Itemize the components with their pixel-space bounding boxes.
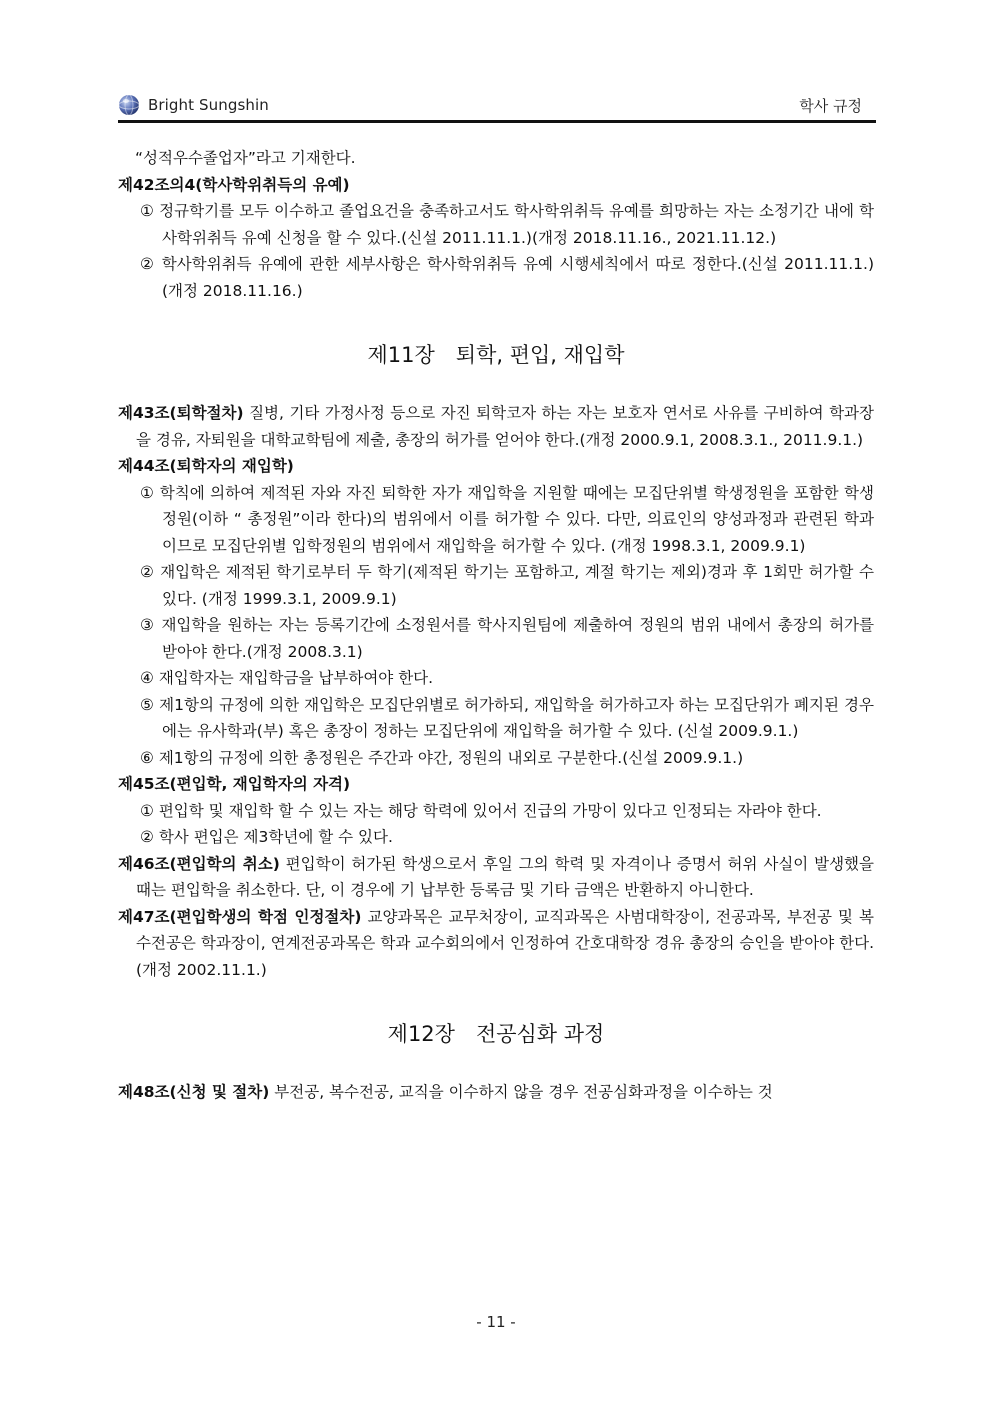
article-47-title: 제47조(편입학생의 학점 인정절차) xyxy=(118,907,362,926)
article-43-body: 질병, 기타 가정사정 등으로 자진 퇴학코자 하는 자는 보호자 연서로 사유를 구비하여 학과장을 경유, 자퇴원을 대학교학팀에 제출, 총장의 허가를 얻어야 한다.(개정 2000.9.1, 2008.3.1., 2011.9.1.) xyxy=(136,404,874,449)
article-45-item-2: ② 학사 편입은 제3학년에 할 수 있다. xyxy=(140,828,393,846)
article-44-title: 제44조(퇴학자의 재입학) xyxy=(118,457,294,475)
brand-logo xyxy=(118,94,269,116)
page-header xyxy=(118,92,876,123)
article-44-item-3: ③ 재입학을 원하는 자는 등록기간에 소정원서를 학사지원팀에 제출하여 정원의 범위 내에서 총장의 허가를 받아야 한다.(개정 2008.3.1) xyxy=(140,616,874,661)
page-number: - 11 - xyxy=(476,1313,516,1331)
page-content xyxy=(118,145,874,1106)
continued-text: “성적우수졸업자”라고 기재한다. xyxy=(135,149,356,167)
article-43-title: 제43조(퇴학절차) xyxy=(118,404,244,422)
article-45-item-1: ① 편입학 및 재입학 할 수 있는 자는 해당 학력에 있어서 진급의 가망이 있다고 인정되는 자라야 한다. xyxy=(140,801,822,820)
article-48-title: 제48조(신청 및 절차) xyxy=(118,1083,270,1101)
brand-name: Bright Sungshin xyxy=(148,96,269,114)
article-47-body: 교양과목은 교무처장이, 교직과목은 사범대학장이, 전공과목, 부전공 및 복수전공은 학과장이, 연계전공과목은 학과 교수회의에서 인정하여 간호대학장 경유 총장의 승인을 받아야 한다.(개정 2002.11.1.) xyxy=(136,907,874,979)
article-44-item-6: ⑥ 제1항의 규정에 의한 총정원은 주간과 야간, 정원의 내외로 구분한다.(신설 2009.9.1.) xyxy=(140,748,744,767)
article-48-body: 부전공, 복수전공, 교직을 이수하지 않을 경우 전공심화과정을 이수하는 것 xyxy=(269,1083,773,1101)
article-42-4-item-2: ② 학사학위취득 유예에 관한 세부사항은 학사학위취득 유예 시행세칙에서 따로 정한다.(신설 2011.11.1.)(개정 2018.11.16.) xyxy=(140,255,874,300)
article-42-4-item-1: ① 정규학기를 모두 이수하고 졸업요건을 충족하고서도 학사학위취득 유예를 희망하는 자는 소정기간 내에 학사학위취득 유예 신청을 할 수 있다.(신설 2011.11.1.)(개정 2018.11.16., 2021.11.12.) xyxy=(140,202,874,247)
article-45-title: 제45조(편입학, 재입학자의 자격) xyxy=(118,775,351,793)
article-44-item-2: ② 재입학은 제적된 학기로부터 두 학기(제적된 학기는 포함하고, 계절 학기는 제외)경과 후 1회만 허가할 수 있다. (개정 1999.3.1, 2009.9.1) xyxy=(140,563,874,608)
document-title: 학사 규정 xyxy=(799,97,862,115)
article-48 xyxy=(118,1079,874,1106)
article-46 xyxy=(118,851,874,904)
chapter-12-heading: 제12장 전공심화 과정 xyxy=(387,1022,605,1046)
article-43 xyxy=(118,400,874,453)
globe-logo-icon xyxy=(118,94,140,116)
article-46-body: 편입학이 허가된 학생으로서 후일 그의 학력 및 자격이나 증명서 허위 사실이 발생했을 때는 편입학을 취소한다. 단, 이 경우에 기 납부한 등록금 및 기타 금액은 반환하지 아니한다. xyxy=(136,854,875,899)
article-44-item-5: ⑤ 제1항의 규정에 의한 재입학은 모집단위별로 허가하되, 재입학을 허가하고자 하는 모집단위가 폐지된 경우에는 유사학과(부) 혹은 총장이 정하는 모집단위에 재입학을 허가할 수 있다. (신설 2009.9.1.) xyxy=(140,695,874,740)
article-47 xyxy=(118,904,874,984)
article-46-title: 제46조(편입학의 취소) xyxy=(118,854,280,873)
article-42-4-title: 제42조의4(학사학위취득의 유예) xyxy=(118,175,350,194)
chapter-11-heading: 제11장 퇴학, 편입, 재입학 xyxy=(367,343,625,367)
article-44-item-1: ① 학칙에 의하여 제적된 자와 자진 퇴학한 자가 재입학을 지원할 때에는 모집단위별 학생정원을 포함한 학생정원(이하 “ 총정원”이라 한다)의 범위에서 이를 허가할 수 있다. 다만, 의료인의 양성과정과 관련된 학과이므로 모집단위별 입학정원의 범위에서 재입학을 허가할 수 있다. (개정 1998.3.1, 2009.9.1) xyxy=(140,483,874,555)
article-44-item-4: ④ 재입학자는 재입학금을 납부하여야 한다. xyxy=(140,669,434,687)
